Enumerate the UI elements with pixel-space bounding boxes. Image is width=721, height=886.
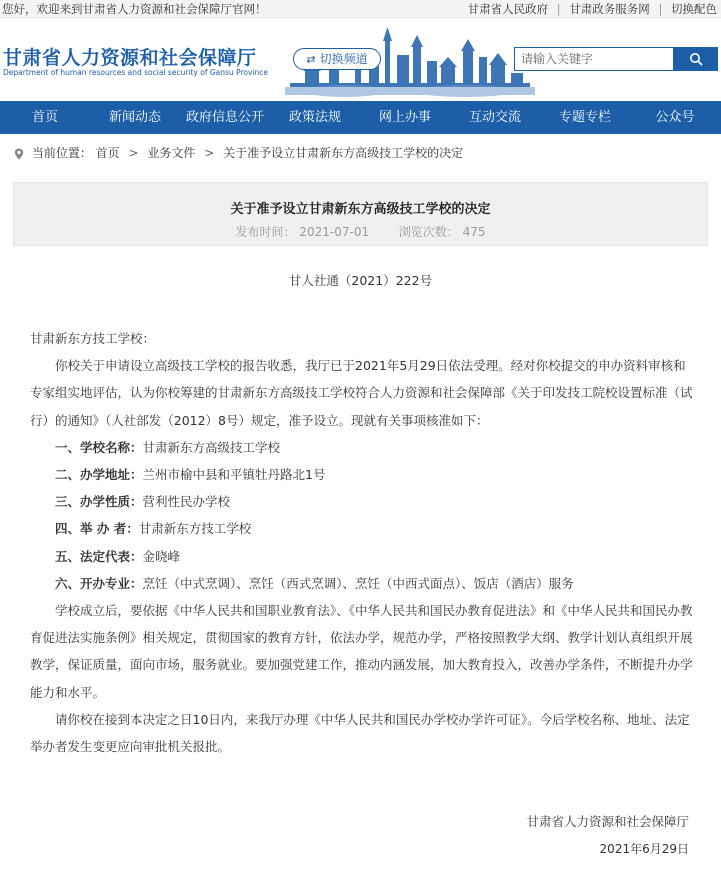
item-label: 四、举 办 者：	[55, 521, 139, 537]
search-icon	[689, 52, 703, 66]
item-label: 一、学校名称：	[55, 439, 143, 455]
switch-channel-button[interactable]	[293, 48, 381, 70]
item-label: 五、法定代表：	[55, 548, 143, 564]
item-value: 甘肃新东方技工学校	[138, 521, 252, 537]
item-value: 兰州市榆中县和平镇牡丹路北1号	[142, 467, 326, 483]
top-link-separator: |	[658, 2, 663, 16]
nav-home[interactable]: 首页	[31, 110, 58, 125]
top-links	[468, 1, 717, 17]
signature-date: 2021年6月29日	[599, 842, 689, 856]
publish-date: 2021-07-01	[299, 225, 370, 239]
main-nav	[0, 101, 721, 134]
nav-policies[interactable]: 政策法规	[288, 110, 341, 125]
search-input[interactable]	[514, 47, 674, 71]
gansu-government-link[interactable]: 甘肃省人民政府	[467, 2, 549, 16]
document-number: 甘人社通（2021）222号	[288, 273, 433, 288]
publish-label: 发布时间：	[235, 225, 296, 239]
breadcrumb-business-files[interactable]: 业务文件	[147, 146, 196, 160]
site-logo-title[interactable]: 甘肃省人力资源和社会保障厅	[3, 47, 257, 69]
breadcrumb-separator: >	[128, 146, 139, 160]
nav-public-account[interactable]: 公众号	[655, 110, 695, 125]
list-item	[30, 488, 698, 515]
item-label: 三、办学性质：	[55, 494, 143, 510]
breadcrumb-separator: >	[204, 146, 215, 160]
paragraph-intro: 你校关于申请设立高级技工学校的报告收悉，我厅已于2021年5月29日依法受理。经对你校提交的申办资料审核和专家组实地评估，认为你校筹建的甘肃新东方高级技工学校符合人力资源和社会保障部《关于印发技工院校设置标准（试行）的通知》（人社部发（2012）8号）规定，准予设立。现就有关事项核准如下：	[30, 358, 693, 428]
list-item	[30, 461, 698, 488]
breadcrumb-label: 当前位置：	[31, 146, 92, 160]
list-item	[30, 515, 698, 542]
gansu-gov-service-link[interactable]: 甘肃政务服务网	[569, 2, 650, 16]
nav-interaction[interactable]: 互动交流	[468, 110, 521, 125]
breadcrumb	[0, 142, 721, 164]
breadcrumb-current: 关于准予设立甘肃新东方高级技工学校的决定	[223, 146, 464, 160]
item-label: 二、办学地址：	[55, 467, 143, 483]
signature-organization: 甘肃省人力资源和社会保障厅	[526, 814, 689, 829]
item-value: 营利性民办学校	[142, 494, 231, 510]
breadcrumb-home[interactable]: 首页	[95, 146, 120, 160]
nav-special-topics[interactable]: 专题专栏	[558, 110, 611, 125]
welcome-text: 您好，欢迎来到甘肃省人力资源和社会保障厅官网！	[2, 2, 267, 16]
item-value: 烹饪（中式烹调）、烹饪（西式烹调）、烹饪（中西式面点）、饭店（酒店）服务	[142, 575, 574, 591]
location-pin-icon	[14, 148, 24, 160]
nav-online-services[interactable]: 网上办事	[378, 110, 431, 125]
article-meta	[14, 223, 707, 240]
nav-gov-info[interactable]: 政府信息公开	[185, 110, 264, 125]
salutation: 甘肃新东方技工学校：	[30, 331, 156, 346]
article-title: 关于准予设立甘肃新东方高级技工学校的决定	[230, 202, 491, 217]
item-label: 六、开办专业：	[55, 575, 143, 591]
list-item	[30, 570, 698, 597]
item-value: 金晓峰	[142, 548, 181, 564]
switch-channel-label: 切换频道	[319, 52, 368, 66]
site-header	[0, 19, 721, 101]
site-logo-subtitle: Department of human resources and social security of Gansu Province	[3, 68, 268, 77]
views-label: 浏览次数：	[398, 225, 459, 239]
views-count: 475	[462, 225, 486, 239]
paragraph-requirements: 学校成立后，要依据《中华人民共和国职业教育法》、《中华人民共和国民办教育促进法》和《中华人民共和国民办教育促进法实施条例》相关规定，贯彻国家的教育方针，依法办学，规范办学，严格按照教学大纲、教学计划认真组织开展教学，保证质量，面向市场，服务就业。要加强党建工作，推动内涵发展，加大教育投入，改善办学条件，不断提升办学能力和水平。	[30, 603, 693, 700]
list-item	[30, 543, 698, 570]
nav-news[interactable]: 新闻动态	[108, 110, 161, 125]
list-item	[30, 434, 698, 461]
paragraph-license: 请你校在接到本决定之日10日内，来我厅办理《中华人民共和国民办学校办学许可证》。今后学校名称、地址、法定举办者发生变更应向审批机关报批。	[30, 711, 690, 755]
article-body	[30, 325, 698, 760]
switch-icon: ⇄	[306, 53, 316, 66]
search-button[interactable]	[674, 47, 718, 71]
top-link-separator: |	[556, 2, 561, 16]
article-header	[13, 182, 708, 246]
top-bar	[0, 0, 721, 18]
switch-color-link[interactable]: 切换配色	[671, 2, 717, 16]
item-value: 甘肃新东方高级技工学校	[142, 439, 281, 455]
